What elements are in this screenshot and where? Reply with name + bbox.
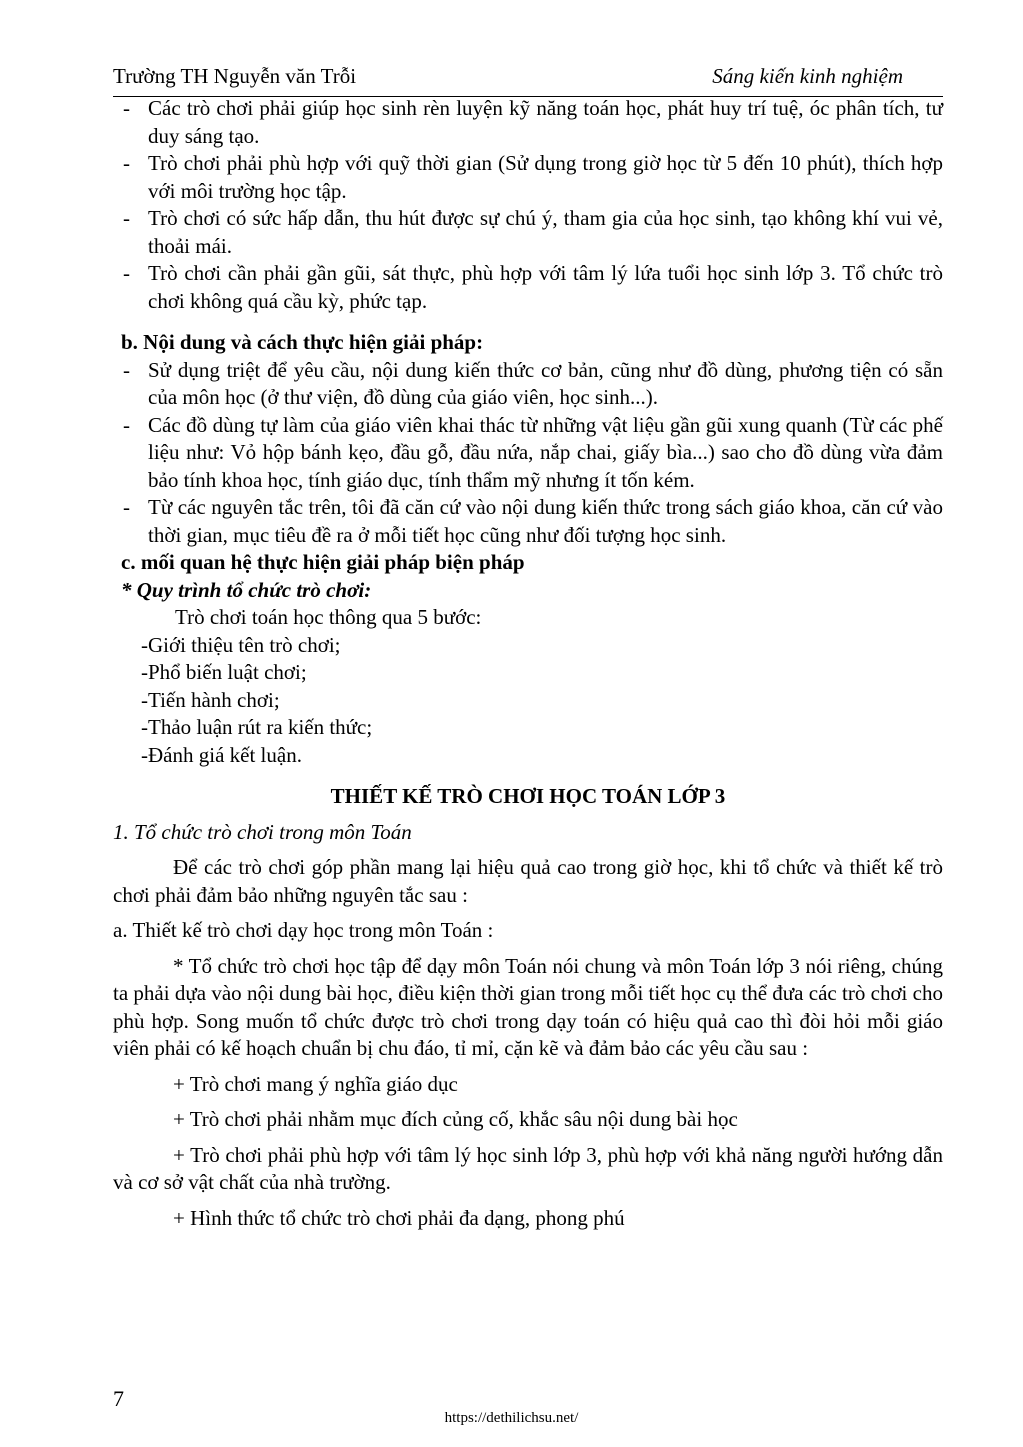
design-plus-item: + Trò chơi phải phù hợp với tâm lý học sinh lớp 3, phù hợp với khả năng người hướng dẫn và cơ sở vật chất của nhà trường. [113,1142,943,1194]
section-b-item: - Sử dụng triệt để yêu cầu, nội dung kiến thức cơ bản, cũng như đồ dùng, phương tiện có sẵn của môn học (ở thư viện, đồ dùng của giáo viên, học sinh...). [123,357,943,409]
design-plus-item: + Trò chơi phải nhằm mục đích củng cố, khắc sâu nội dung bài học [173,1107,738,1131]
design-title: THIẾT KẾ TRÒ CHƠI HỌC TOÁN LỚP 3 [330,784,726,808]
header-title: Sáng kiến kinh nghiệm [712,64,903,88]
process-intro: Trò chơi toán học thông qua 5 bước: [175,605,482,629]
requirement-item: - Trò chơi phải phù hợp với quỹ thời gian (Sử dụng trong giờ học từ 5 đến 10 phút), thích hợp với môi trường học tập. [123,151,943,203]
design-plus-item: + Hình thức tổ chức trò chơi phải đa dạng, phong phú [173,1205,625,1230]
page-header [113,62,943,97]
process-step: -Giới thiệu tên trò chơi; [141,632,341,657]
process-heading: * Quy trình tổ chức trò chơi: [121,577,372,602]
requirement-item: - Trò chơi cần phải gần gũi, sát thực, phù hợp với tâm lý lứa tuổi học sinh lớp 3. Tổ chức trò chơi không quá cầu kỳ, phức tạp. [123,261,943,313]
footer-url: https://dethilichsu.net/ [444,1410,579,1426]
section-b-item: - Từ các nguyên tắc trên, tôi đã căn cứ vào nội dung kiến thức trong sách giáo khoa, căn cứ vào thời gian, mục tiêu đề ra ở mỗi tiết học cũng như đối tượng học sinh. [123,495,943,547]
process-step: -Thảo luận rút ra kiến thức; [141,715,373,739]
requirement-item: - Các trò chơi phải giúp học sinh rèn luyện kỹ năng toán học, phát huy trí tuệ, óc phân tích, tư duy sáng tạo. [123,96,943,148]
process-step: -Đánh giá kết luận. [141,742,302,767]
design-subheading: a. Thiết kế trò chơi dạy học trong môn Toán : [113,918,494,942]
design-paragraph: * Tổ chức trò chơi học tập để dạy môn Toán nói chung và môn Toán lớp 3 nói riêng, chúng ta phải dựa vào nội dung bài học, điều kiện thời gian trong mỗi tiết học cụ thể đưa các trò chơi cho phù hợp. Song muốn tổ chức được trò chơi trong dạy toán có hiệu quả cao thì đòi hỏi mỗi giáo viên phải có kế hoạch chuẩn bị chu đáo, tỉ mỉ, cặn kẽ và đảm bảo các yêu cầu sau : [113,953,943,1060]
section-b-heading: b. Nội dung và cách thực hiện giải pháp: [121,330,484,354]
requirement-item: - Trò chơi có sức hấp dẫn, thu hút được sự chú ý, tham gia của học sinh, tạo không khí vui vẻ, thoải mái. [123,206,943,258]
section-c-heading: c. mối quan hệ thực hiện giải pháp biện pháp [121,550,525,574]
design-subtitle: 1. Tổ chức trò chơi trong môn Toán [113,819,412,844]
section-b-item: - Các đồ dùng tự làm của giáo viên khai thác từ những vật liệu gần gũi xung quanh (Từ các phế liệu như: Vỏ hộp bánh kẹo, đầu gỗ, đầu nứa, nắp chai, giấy bìa...) sao cho đồ dùng vừa đảm bảo tính khoa học, tính giáo dục, tính thẩm mỹ nhưng ít tốn kém. [123,412,943,492]
design-paragraph: Để các trò chơi góp phần mang lại hiệu quả cao trong giờ học, khi tổ chức và thiết kế trò chơi phải đảm bảo những nguyên tắc sau : [113,855,943,907]
header-school: Trường TH Nguyễn văn Trỗi [113,64,357,88]
process-step: -Phổ biến luật chơi; [141,660,307,684]
document-body [113,95,943,1232]
process-step: -Tiến hành chơi; [141,687,280,712]
design-plus-item: + Trò chơi mang ý nghĩa giáo dục [173,1071,458,1096]
page-number: 7 [113,1386,124,1411]
